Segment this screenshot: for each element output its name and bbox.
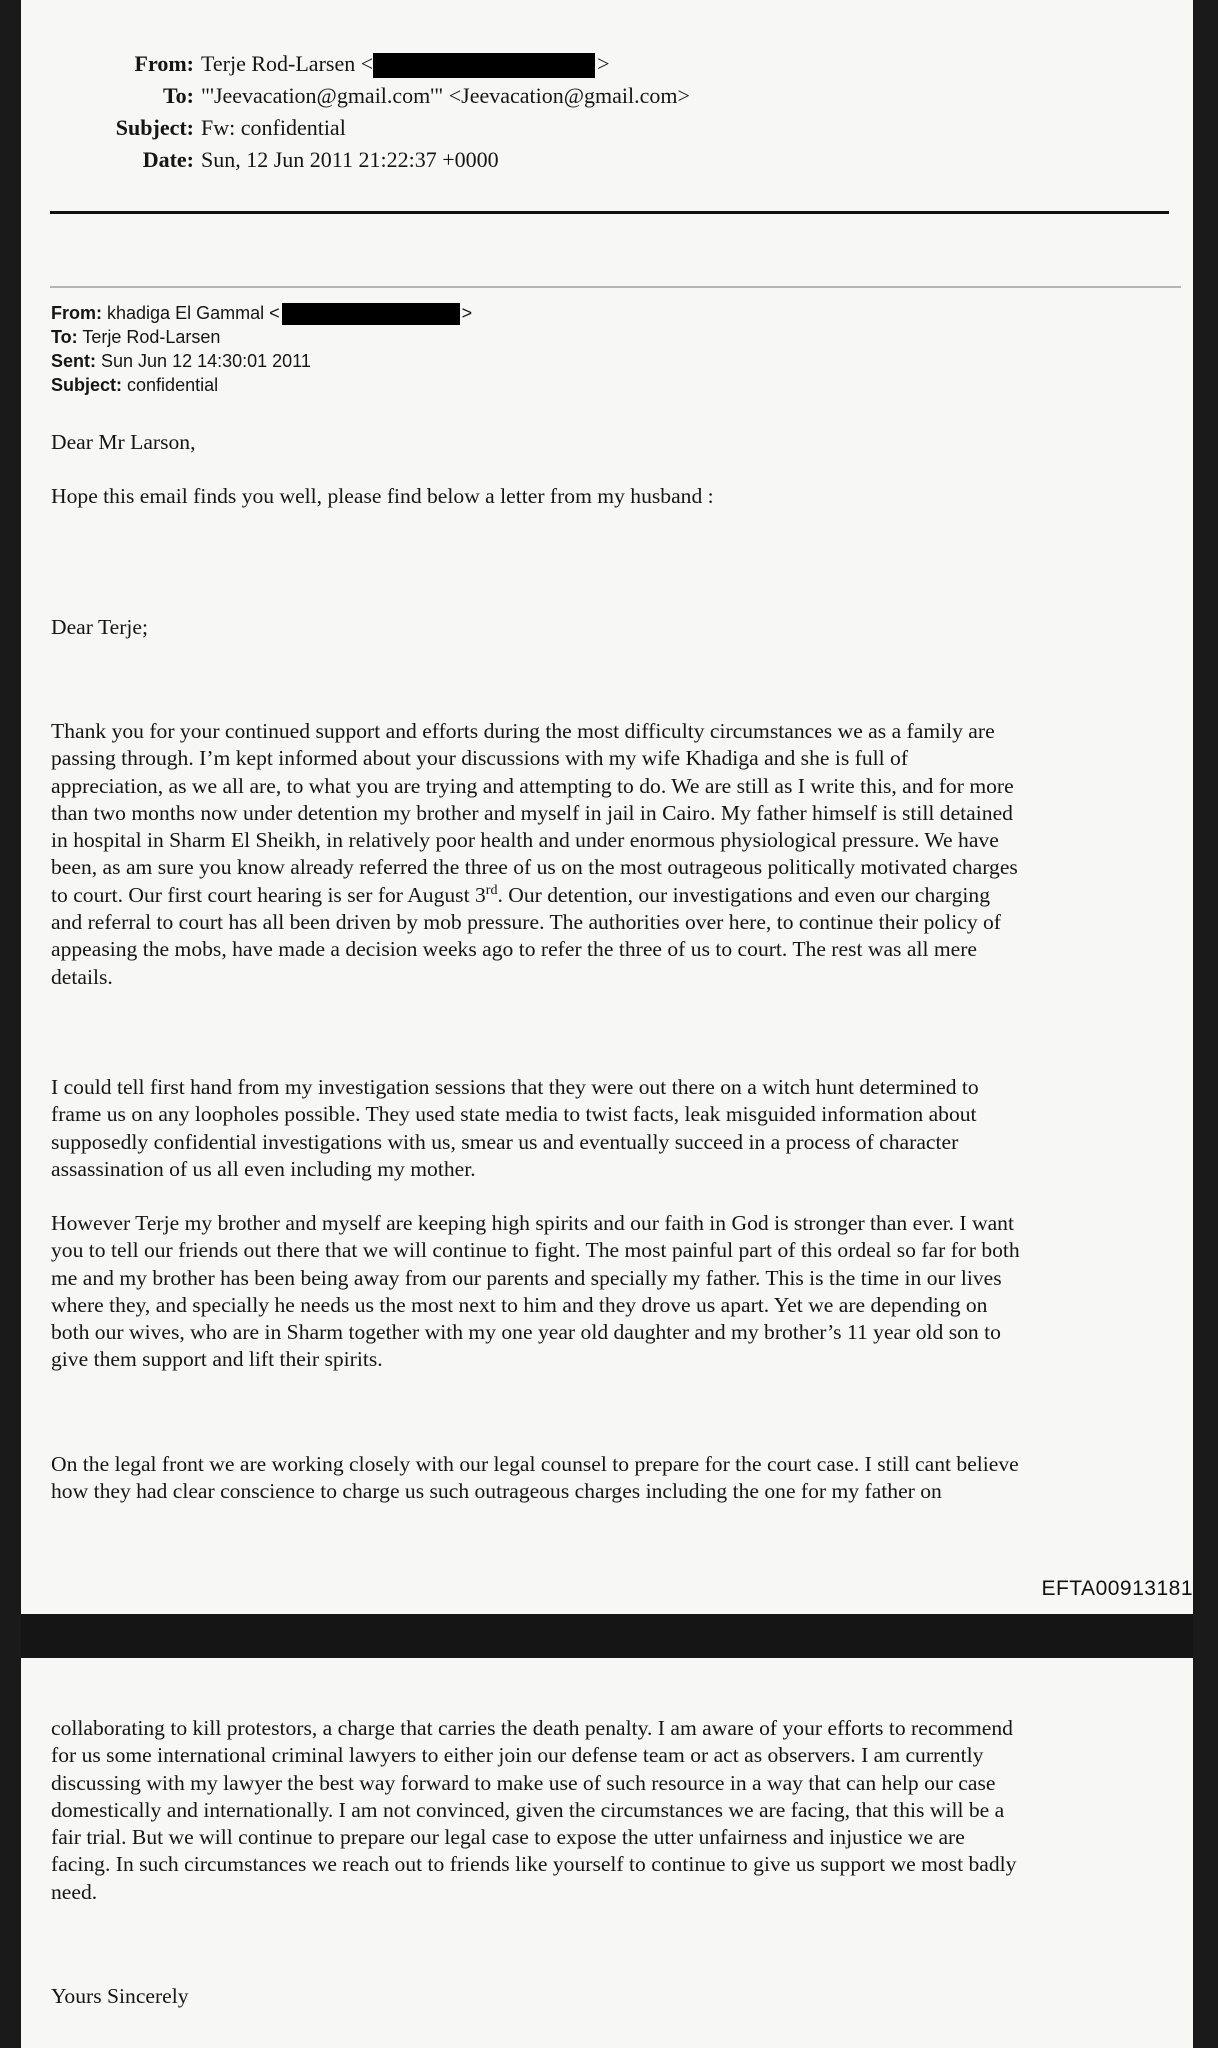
inner-sent-label: Sent: — [51, 351, 96, 371]
closing-line: Yours Sincerely — [51, 1984, 189, 2008]
letter-paragraph-5: collaborating to kill protestors, a charge that carries the death penalty. I am aware of your efforts to recommend for us some international criminal lawyers to either join our defense team or act as observers. I am currently discussing with my lawyer the best way forward to make use of such resource in a way that can help our case domestically and internationally. I am not convinced, given the circumstances we are facing, that this will be a fair trial. But we will continue to prepare our legal case to expose the utter unfairness and injustice we are facing. In such circumstances we reach out to friends like yourself to continue to give us support we most badly need. — [51, 1716, 1017, 1904]
inner-sent-value: Sun Jun 12 14:30:01 2011 — [101, 351, 311, 371]
from-value: Terje Rod-Larsen < — [201, 51, 374, 76]
letter-paragraph-3: However Terje my brother and myself are keeping high spirits and our faith in God is stronger than ever. I want you to tell our friends out there that we will continue to fight. The most painful part of this ordeal so far for both me and my brother has been being away from our parents and specially my father. This is the time in our lives where they, and specially he needs us the most next to him and they drove us apart. Yet we are depending on both our wives, who are in Sharm together with my one year old daughter and my brother’s 11 year old son to give them support and lift their spirits. — [51, 1211, 1020, 1372]
ordinal-superscript: rd — [485, 882, 498, 898]
to-label: To: — [163, 83, 194, 108]
inner-from-value-end: > — [461, 303, 473, 323]
inner-from-value: khadiga El Gammal < — [107, 303, 280, 323]
letter-paragraph-4: On the legal front we are working closely with our legal counsel to prepare for the court case. I still cant believe how they had clear conscience to charge us such outrageous charges including the one for my father on — [51, 1452, 1019, 1504]
header-to-row — [21, 80, 1193, 112]
from-label: From: — [134, 51, 194, 76]
redacted-email-block — [373, 53, 595, 78]
page-break-band — [21, 1614, 1193, 1658]
greeting-terje: Dear Terje; — [51, 615, 149, 639]
inner-subject-row — [51, 373, 472, 397]
header-subject-row — [21, 112, 1193, 144]
header-date-row — [21, 144, 1193, 176]
header-divider — [50, 211, 1169, 214]
forward-email-header — [21, 48, 1193, 176]
paragraph-1-text-b: . Our detention, our investigations and even our charging and referral to court has all been driven by mob pressure. The authorities over here, to continue their policy of appeasing the mobs, have made a decision weeks ago to refer the three of us to court. The rest was all mere details. — [51, 882, 1001, 989]
inner-sent-row — [51, 349, 472, 373]
inner-to-label: To: — [51, 327, 78, 347]
right-border — [1193, 0, 1218, 2048]
letter-paragraph-2: I could tell first hand from my investigation sessions that they were out there on a witch hunt determined to frame us on any loopholes possible. They used state media to twist facts, leak misguided information about supposedly confidential investigations with us, smear us and eventually succeed in a process of character assassination of us all even including my mother. — [51, 1075, 979, 1181]
inner-to-value: Terje Rod-Larsen — [82, 327, 221, 347]
inner-subject-label: Subject: — [51, 375, 123, 395]
inner-subject-value: confidential — [127, 375, 219, 395]
original-email-header — [51, 301, 472, 397]
bates-stamp: EFTA00913181 — [1041, 1577, 1193, 1600]
paragraph-1-text-a: Thank you for your continued support and efforts during the most difficulty circumstances we as a family are passing through. I’m kept informed about your discussions with my wife Khadiga and she is full of appreciation, as we all are, to what you are trying and attempting to do. We are still as I write this, and for more than two months now under detention my brother and myself in jail in Cairo. My father himself is still detained in hospital in Sharm El Sheikh, in relatively poor health and under enormous physiological pressure. We have been, as am sure you know already referred the three of us on the most outrageous politically motivated charges to court. Our first court hearing is ser for August 3 — [51, 719, 1018, 907]
date-value: Sun, 12 Jun 2011 21:22:37 +0000 — [201, 147, 499, 172]
subject-value: Fw: confidential — [201, 115, 346, 140]
letter-paragraph-1 — [51, 718, 1181, 991]
greeting-mr-larson: Dear Mr Larson, — [51, 430, 196, 454]
subject-label: Subject: — [115, 115, 194, 140]
header-from-row — [21, 48, 1193, 80]
inner-from-label: From: — [51, 303, 102, 323]
forward-divider — [50, 286, 1181, 288]
date-label: Date: — [142, 147, 194, 172]
intro-paragraph: Hope this email finds you well, please find below a letter from my husband : — [51, 484, 714, 508]
from-value-end: > — [597, 51, 610, 76]
inner-from-row — [51, 301, 472, 325]
to-value: "'Jeevacation@gmail.com'" <Jeevacation@gmail.com> — [201, 83, 690, 108]
redacted-email-block — [282, 303, 460, 325]
document-page — [21, 0, 1193, 2048]
left-border — [0, 0, 21, 2048]
inner-to-row — [51, 325, 472, 349]
